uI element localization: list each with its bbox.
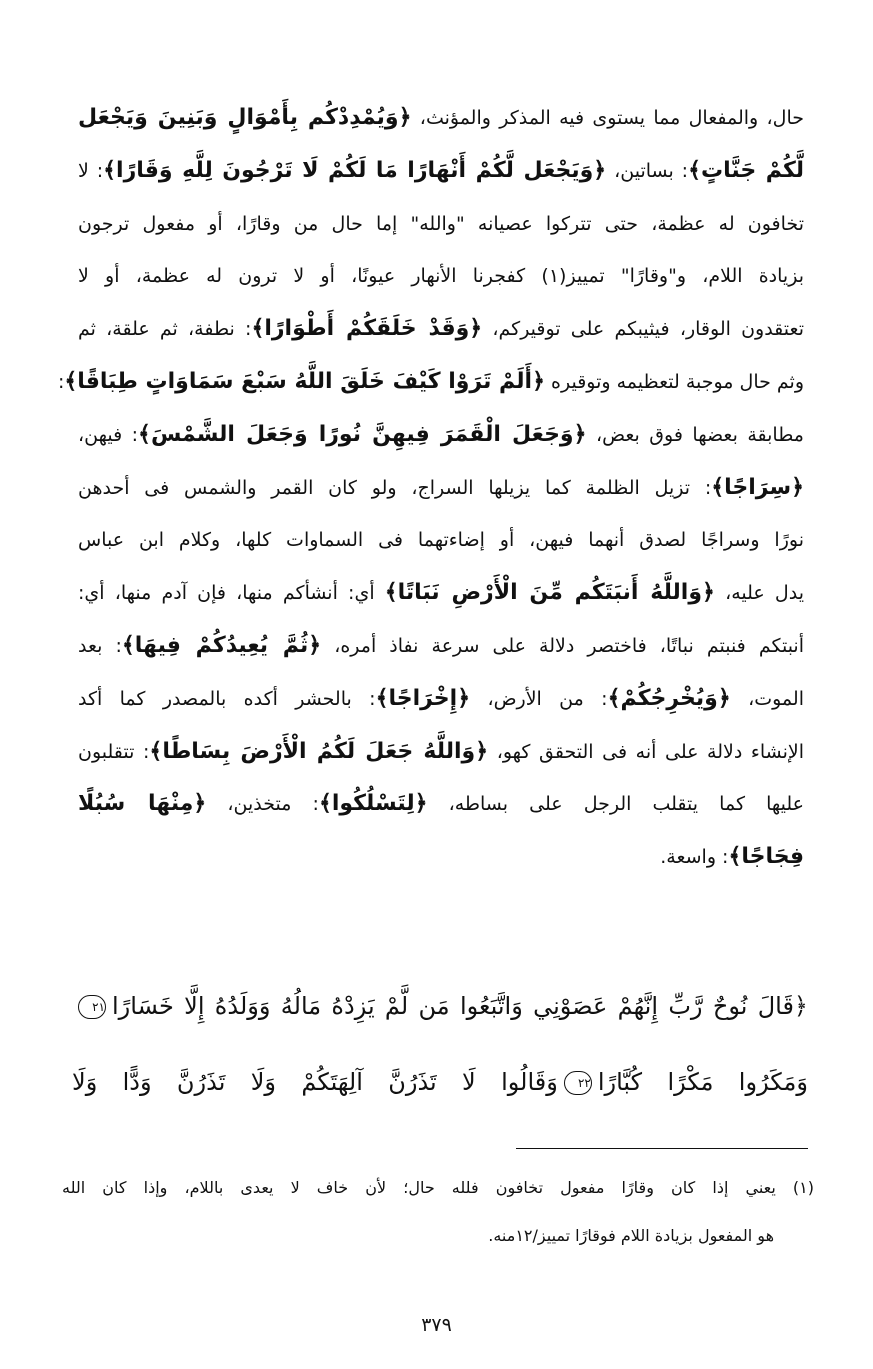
verse-number-marker: ٢١ bbox=[78, 995, 106, 1019]
quran-quote: ﴿لِتَسْلُكُوا﴾ bbox=[318, 791, 428, 817]
text-line: نورًا وسراجًا لصدق أنهما فيهن، أو إضاءتهما فى السماوات كلها، وكلام ابن عباس bbox=[78, 529, 804, 552]
text-line: الموت، ﴿وَيُخْرِجُكُمْ﴾: من الأرض، ﴿إِخْرَاجًا﴾: بالحشر أكده بالمصدر كما أكد bbox=[78, 685, 804, 711]
quran-quote: ﴿سِرَاجًا﴾ bbox=[711, 474, 804, 500]
commentary-body bbox=[57, 92, 805, 884]
quran-quote: ﴿ثُمَّ يُعِيدُكُمْ فِيهَا﴾ bbox=[121, 632, 322, 658]
text-line: تعتقدون الوقار، فيثيبكم على توقيركم، ﴿وَقَدْ خَلَقَكُمْ أَطْوَارًا﴾: نطفة، ثم علقة، ثم bbox=[78, 316, 804, 342]
verse-line: ﴿قَالَ نُوحٌ رَّبِّ إِنَّهُمْ عَصَوْنِي وَاتَّبَعُوا مَن لَّمْ يَزِدْهُ مَالُهُ وَوَلَدُهُ إِلَّا خَسَارًا٢١ bbox=[72, 968, 808, 1044]
footnote-line: هو المفعول بزيادة اللام فوقارًا تمييز/١٢منه. bbox=[488, 1226, 774, 1245]
quran-quote: ﴿وَجَعَلَ الْقَمَرَ فِيهِنَّ نُورًا وَجَعَلَ الشَّمْسَ﴾ bbox=[138, 421, 587, 447]
quran-quote: ﴿وَاللَّهُ جَعَلَ لَكُمُ الْأَرْضَ بِسَاطًا﴾ bbox=[149, 738, 489, 764]
text-line: لَّكُمْ جَنَّاتٍ﴾: بساتين، ﴿وَيَجْعَل لَّكُمْ أَنْهَارًا مَا لَكُمْ لَا تَرْجُونَ لِلَّهِ وَقَارًا﴾: لا bbox=[78, 157, 805, 183]
text-line: بزيادة اللام، و"وقارًا" تمييز(١) كفجرنا الأنهار عيونًا، أو لا ترون له عظمة، أو لا bbox=[78, 265, 804, 288]
text-line: وثم حال موجبة لتعظيمه وتوقيره ﴿أَلَمْ تَرَوْا كَيْفَ خَلَقَ اللَّهُ سَبْعَ سَمَاوَاتٍ طِبَاقًا﴾: bbox=[57, 368, 804, 394]
verse-line: وَمَكَرُوا مَكْرًا كُبَّارًا٢٢وَقَالُوا لَا تَذَرُنَّ آلِهَتَكُمْ وَلَا تَذَرُنَّ وَدًّا وَلَا bbox=[72, 1068, 809, 1096]
footnote-separator bbox=[516, 1148, 808, 1149]
quran-quote: ﴿وَيُخْرِجُكُمْ﴾ bbox=[607, 685, 731, 711]
quran-quote: ﴿وَاللَّهُ أَنبَتَكُم مِّنَ الْأَرْضِ نَبَاتًا﴾ bbox=[384, 580, 715, 606]
footnotes bbox=[62, 1164, 814, 1260]
quran-verses-block bbox=[72, 968, 808, 1120]
text-line: أنبتكم فنبتم نباتًا، فاختصر دلالة على سرعة نفاذ أمره، ﴿ثُمَّ يُعِيدُكُمْ فِيهَا﴾: بعد bbox=[78, 632, 805, 658]
quran-quote: ﴿وَقَدْ خَلَقَكُمْ أَطْوَارًا﴾ bbox=[251, 316, 483, 342]
quran-quote: لَّكُمْ جَنَّاتٍ﴾ bbox=[688, 157, 805, 183]
text-line: ﴿سِرَاجًا﴾: تزيل الظلمة كما يزيلها السراج، ولو كان القمر والشمس فى أحدهن bbox=[78, 474, 804, 500]
text-line: تخافون له عظمة، حتى تتركوا عصيانه "والله" إما حال من وقارًا، أو مفعول ترجون bbox=[78, 212, 804, 235]
text-line: فِجَاجًا﴾: واسعة. bbox=[660, 844, 804, 870]
text-line: الإنشاء دلالة على أنه فى التحقق كهو، ﴿وَاللَّهُ جَعَلَ لَكُمُ الْأَرْضَ بِسَاطًا﴾: تتقلبون bbox=[78, 738, 804, 764]
quran-quote: ﴿إِخْرَاجًا﴾ bbox=[375, 685, 471, 711]
page-number: ٣٧٩ bbox=[421, 1314, 452, 1336]
footnote-line: (١) يعني إذا كان وقارًا مفعول تخافون فلله حال؛ لأن خاف لا يعدى باللام، وإذا كان الله bbox=[62, 1178, 814, 1197]
quran-quote: ﴿مِنْهَا سُبُلًا bbox=[78, 791, 207, 817]
quran-quote: فِجَاجًا﴾ bbox=[728, 844, 804, 870]
text-line: حال، والمفعال مما يستوى فيه المذكر والمؤنث، ﴿وَيُمْدِدْكُم بِأَمْوَالٍ وَبَنِينَ وَيَجْعَل bbox=[78, 105, 804, 130]
quran-quote: ﴿وَيَجْعَل لَّكُمْ أَنْهَارًا مَا لَكُمْ لَا تَرْجُونَ لِلَّهِ وَقَارًا﴾ bbox=[103, 157, 607, 183]
text-line: يدل عليه، ﴿وَاللَّهُ أَنبَتَكُم مِّنَ الْأَرْضِ نَبَاتًا﴾ أي: أنشأكم منها، فإن آدم منها، أي: bbox=[78, 580, 804, 606]
text-line: عليها كما يتقلب الرجل على بساطه، ﴿لِتَسْلُكُوا﴾: متخذين، ﴿مِنْهَا سُبُلًا bbox=[78, 791, 804, 817]
text-line: مطابقة بعضها فوق بعض، ﴿وَجَعَلَ الْقَمَرَ فِيهِنَّ نُورًا وَجَعَلَ الشَّمْسَ﴾: فيهن، bbox=[78, 421, 804, 447]
quran-quote: ﴿وَيُمْدِدْكُم بِأَمْوَالٍ وَبَنِينَ وَيَجْعَل bbox=[78, 105, 412, 130]
verse-number-marker: ٢٢ bbox=[564, 1071, 592, 1095]
quran-quote: ﴿أَلَمْ تَرَوْا كَيْفَ خَلَقَ اللَّهُ سَبْعَ سَمَاوَاتٍ طِبَاقًا﴾ bbox=[64, 368, 545, 394]
